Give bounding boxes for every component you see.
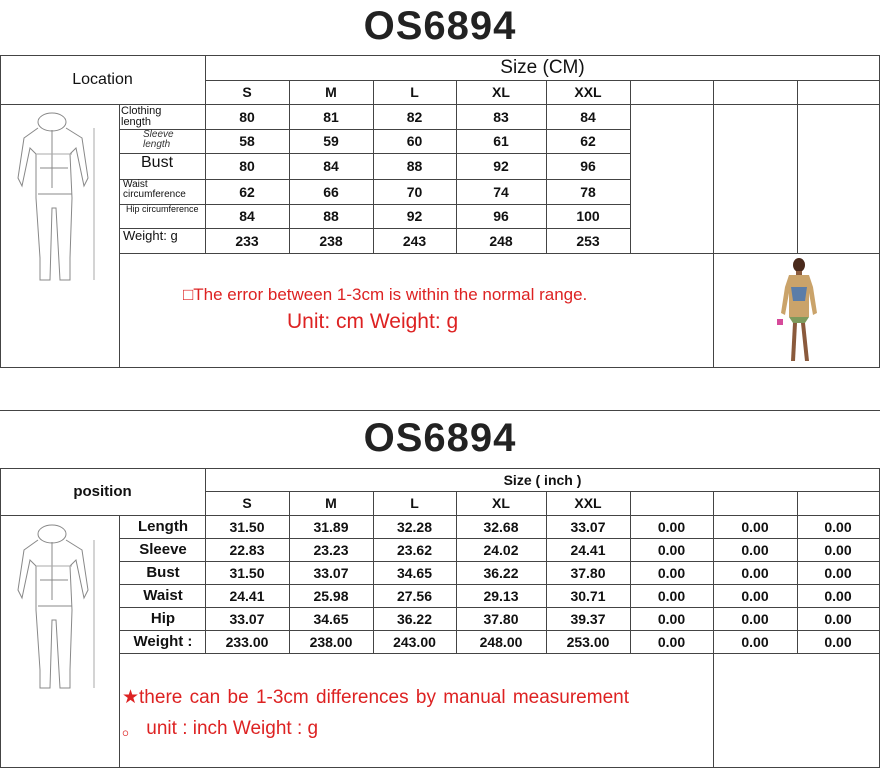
size-header-l: L bbox=[410, 84, 419, 100]
error-note: □The error between 1-3cm is within the normal range. bbox=[183, 285, 588, 304]
cm-cell: 253 bbox=[576, 232, 600, 249]
size-header-l: L bbox=[410, 495, 419, 511]
cm-cell: 58 bbox=[239, 133, 255, 149]
inch-cell: 0.00 bbox=[657, 564, 686, 581]
row-label-weight: Weight : bbox=[133, 633, 193, 650]
cm-cell: 248 bbox=[489, 232, 513, 249]
inch-cell: 0.00 bbox=[741, 610, 769, 627]
cm-cell: 92 bbox=[493, 158, 509, 174]
inch-cell: 0.00 bbox=[741, 518, 769, 535]
inch-cell: 0.00 bbox=[741, 564, 769, 581]
row-label-length: Length bbox=[138, 518, 188, 535]
product-code-title-2: OS6894 bbox=[363, 416, 517, 460]
size-header-xl: XL bbox=[492, 495, 510, 511]
cm-cell: 88 bbox=[323, 208, 339, 224]
inch-cell: 33.07 bbox=[229, 610, 265, 627]
cm-cell: 92 bbox=[406, 208, 423, 224]
inch-cell: 23.23 bbox=[313, 541, 349, 558]
jumpsuit-diagram-icon bbox=[10, 520, 110, 695]
row-label-sleeve: Sleeve bbox=[139, 541, 187, 558]
cm-cell: 70 bbox=[406, 183, 423, 200]
inch-cell: 36.22 bbox=[483, 564, 519, 581]
cm-cell: 238 bbox=[319, 232, 343, 249]
inch-cell: 39.37 bbox=[570, 610, 606, 627]
unit-note-2: 。 unit : inch Weight : g bbox=[122, 718, 319, 739]
size-header-xxl: XXL bbox=[574, 84, 602, 100]
cm-cell: 82 bbox=[406, 108, 423, 125]
inch-cell: 34.65 bbox=[396, 564, 433, 581]
cm-cell: 59 bbox=[323, 133, 339, 149]
size-header-m: M bbox=[325, 84, 337, 100]
inch-cell: 31.50 bbox=[229, 564, 265, 581]
inch-cell: 243.00 bbox=[393, 633, 436, 650]
inch-cell: 0.00 bbox=[824, 633, 852, 650]
inch-cell: 0.00 bbox=[657, 518, 686, 535]
inch-cell: 24.41 bbox=[570, 541, 606, 558]
inch-cell: 233.00 bbox=[225, 633, 269, 650]
measurement-note: ★there can be 1-3cm differences by manual measurement bbox=[122, 687, 629, 708]
inch-cell: 34.65 bbox=[313, 610, 349, 627]
inch-cell: 37.80 bbox=[483, 610, 519, 627]
size-header-s: S bbox=[242, 84, 252, 100]
inch-cell: 27.56 bbox=[396, 587, 433, 604]
cm-cell: 61 bbox=[493, 133, 509, 149]
cm-cell: 100 bbox=[576, 208, 600, 224]
cm-cell: 78 bbox=[580, 183, 596, 200]
inch-cell: 0.00 bbox=[824, 564, 852, 581]
inch-cell: 23.62 bbox=[396, 541, 433, 558]
location-header: Location bbox=[72, 70, 133, 88]
inch-cell: 0.00 bbox=[741, 633, 769, 650]
cm-cell: 83 bbox=[493, 108, 509, 125]
cm-cell: 96 bbox=[493, 208, 509, 224]
row-label-hip: Hip bbox=[150, 610, 176, 627]
size-header-m: M bbox=[325, 495, 337, 511]
row-label-waist: Waist circumference bbox=[123, 179, 186, 200]
row-label-clothing-length: Clothing length bbox=[121, 105, 162, 128]
inch-cell: 253.00 bbox=[566, 633, 610, 650]
size-cm-header: Size (CM) bbox=[500, 56, 585, 78]
inch-cell: 22.83 bbox=[229, 541, 265, 558]
cm-cell: 84 bbox=[239, 208, 255, 224]
row-label-hip: Hip circumference bbox=[126, 204, 199, 214]
inch-cell: 0.00 bbox=[657, 541, 686, 558]
inch-cell: 33.07 bbox=[570, 518, 606, 535]
position-header: position bbox=[73, 483, 132, 500]
inch-cell: 0.00 bbox=[741, 541, 769, 558]
inch-cell: 32.28 bbox=[396, 518, 433, 535]
cm-cell: 66 bbox=[323, 183, 339, 200]
inch-cell: 37.80 bbox=[570, 564, 606, 581]
product-code-title: OS6894 bbox=[363, 4, 517, 48]
cm-cell: 80 bbox=[239, 158, 255, 174]
cm-cell: 62 bbox=[239, 183, 255, 200]
inch-cell: 30.71 bbox=[570, 587, 606, 604]
cm-cell: 60 bbox=[406, 133, 423, 149]
inch-cell: 33.07 bbox=[313, 564, 349, 581]
inch-cell: 0.00 bbox=[824, 541, 852, 558]
inch-cell: 29.13 bbox=[483, 587, 519, 604]
cm-cell: 96 bbox=[580, 158, 596, 174]
cm-cell: 243 bbox=[402, 232, 427, 249]
inch-cell: 24.02 bbox=[483, 541, 519, 558]
inch-cell: 0.00 bbox=[824, 610, 852, 627]
size-header-s: S bbox=[242, 495, 252, 511]
size-inch-header: Size ( inch ) bbox=[503, 471, 582, 488]
inch-cell: 0.00 bbox=[657, 633, 686, 650]
cm-cell: 80 bbox=[239, 108, 255, 125]
cm-cell: 233 bbox=[235, 232, 259, 249]
inch-cell: 36.22 bbox=[396, 610, 433, 627]
cm-cell: 84 bbox=[580, 108, 596, 125]
cm-cell: 88 bbox=[406, 158, 423, 174]
row-label-bust: Bust bbox=[141, 154, 174, 171]
unit-note: Unit: cm Weight: g bbox=[287, 310, 459, 333]
inch-cell: 24.41 bbox=[229, 587, 265, 604]
row-label-waist: Waist bbox=[143, 587, 183, 604]
inch-cell: 0.00 bbox=[741, 587, 769, 604]
cm-cell: 62 bbox=[580, 133, 596, 149]
cm-cell: 74 bbox=[493, 183, 509, 200]
inch-cell: 31.89 bbox=[313, 518, 349, 535]
inch-cell: 32.68 bbox=[483, 518, 519, 535]
row-label-weight: Weight: g bbox=[123, 228, 178, 243]
inch-cell: 248.00 bbox=[479, 633, 523, 650]
size-header-xl: XL bbox=[492, 84, 510, 100]
model-photo bbox=[775, 257, 825, 365]
inch-cell: 0.00 bbox=[657, 610, 686, 627]
jumpsuit-diagram-icon bbox=[10, 108, 110, 288]
inch-cell: 0.00 bbox=[824, 587, 852, 604]
cm-cell: 81 bbox=[323, 108, 339, 125]
inch-cell: 0.00 bbox=[657, 587, 686, 604]
row-label-sleeve-length: Sleeve length bbox=[143, 129, 174, 150]
inch-cell: 25.98 bbox=[313, 587, 349, 604]
inch-cell: 31.50 bbox=[229, 518, 265, 535]
size-header-xxl: XXL bbox=[574, 495, 602, 511]
inch-cell: 0.00 bbox=[824, 518, 852, 535]
cm-cell: 84 bbox=[323, 158, 339, 174]
row-label-bust: Bust bbox=[146, 564, 180, 581]
inch-cell: 238.00 bbox=[309, 633, 353, 650]
